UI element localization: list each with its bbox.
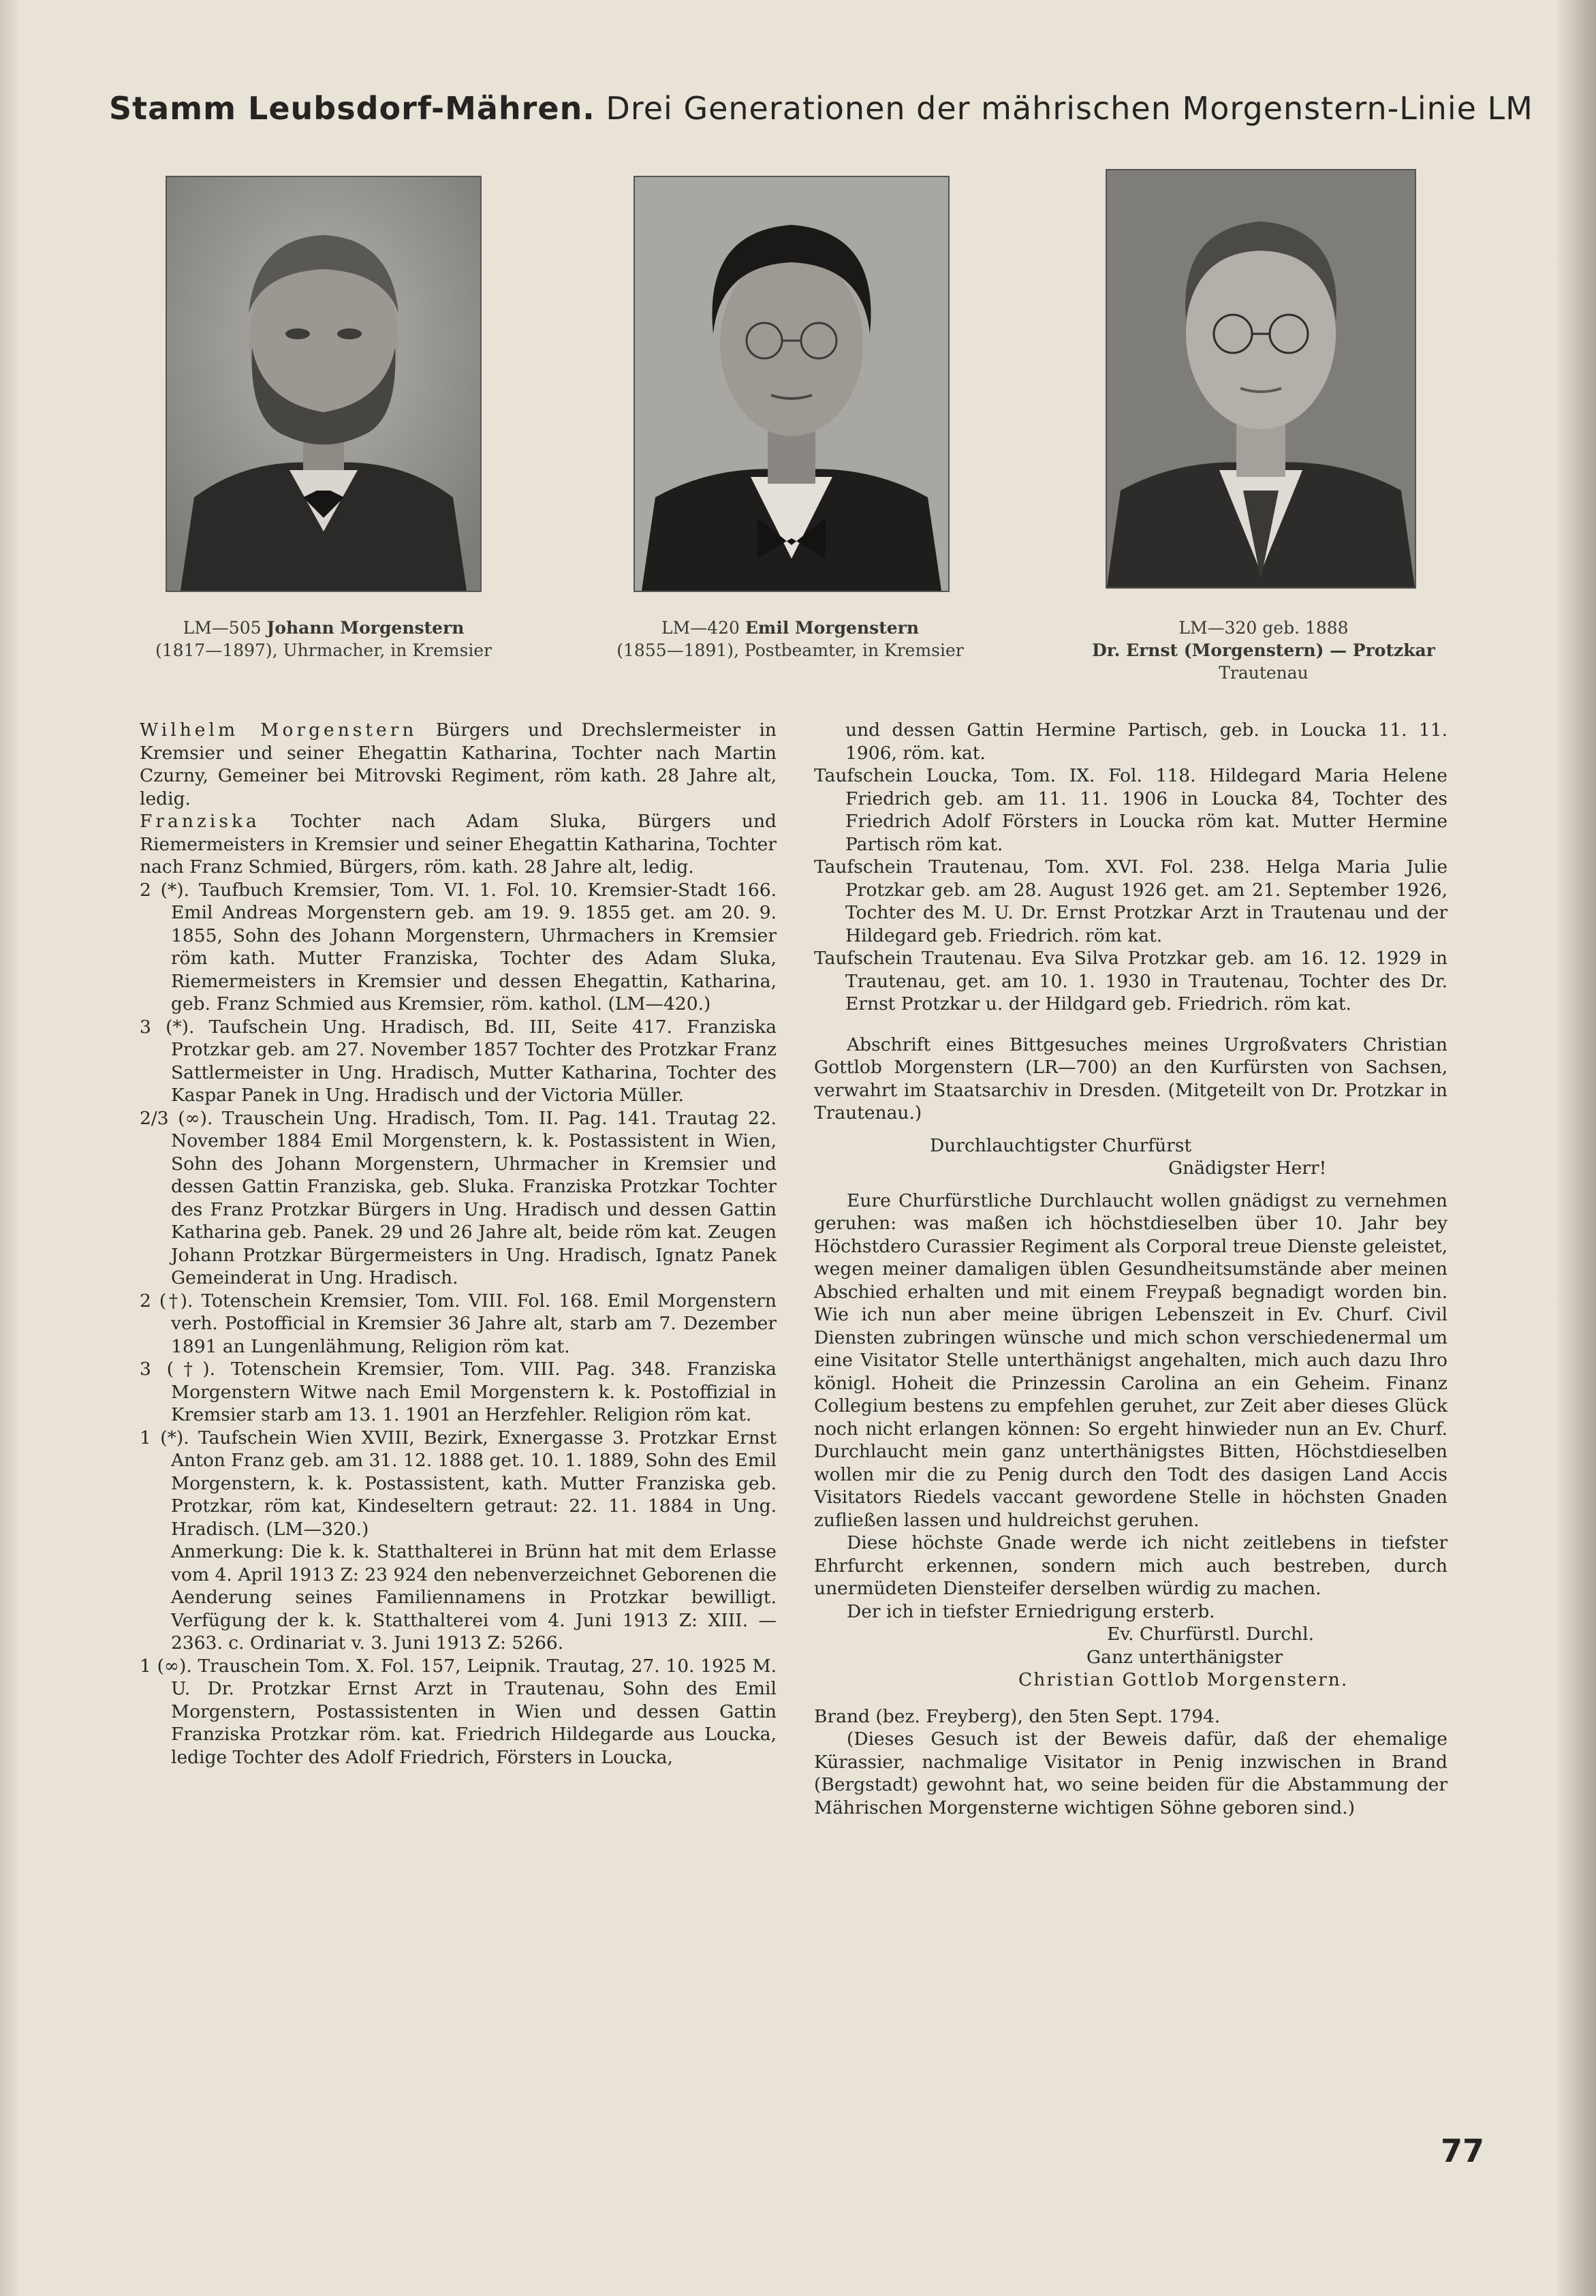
caption-name: Johann Morgenstern [266, 618, 465, 638]
caption-id: LM—320 geb. 1888 [1178, 618, 1349, 638]
entry-taufschein-helga: Taufschein Trautenau, Tom. XVI. Fol. 238. Helga Maria Julie Protzkar geb. am 28. August 1926 get. am 21. September 1926, Tochter des M. U. Dr. Ernst Protzkar Arzt in Trautenau und der Hildegard geb. Friedrich. röm kat. [814, 856, 1448, 946]
caption-ernst [1063, 617, 1465, 684]
entry-name: Franziska [140, 811, 260, 832]
letter-salutation-1: Durchlauchtigster Churfürst [930, 1134, 1192, 1156]
portrait-photo-johann [166, 176, 482, 592]
caption-detail: (1855—1891), Postbeamter, in Kremsier [616, 640, 964, 660]
entry-taufschein-wien: 1 (*). Taufschein Wien XVIII, Bezirk, Exnergasse 3. Protzkar Ernst Anton Franz geb. am 31. 12. 1888 get. 10. 1. 1889, Sohn des Emil Morgenstern, k. k. Postassistent, kath. Mutter Franziska geb. Protzkar, röm kat, Kindeseltern getraut: 22. 11. 1884 in Ung. Hradisch. (LM—320.) [140, 1427, 777, 1540]
letter-place-date: Brand (bez. Freyberg), den 5ten Sept. 1794. [814, 1705, 1221, 1727]
caption-emil [565, 617, 1015, 662]
entry-totenschein-franziska: 3 (†). Totenschein Kremsier, Tom. VIII. Pag. 348. Franziska Morgenstern Witwe nach Emil Morgenstern k. k. Postoffizial in Kremsier starb am 13. 1. 1901 an Herzfehler. Religion röm kat. [140, 1359, 777, 1425]
entry-anmerkung: Anmerkung: Die k. k. Statthalterei in Brünn hat mit dem Erlasse vom 4. April 1913 Z: 23 924 den nebenverzeichnet Geborenen die Aenderung seines Familiennamens in Protzkar bewilligt. Verfügung der k. k. Statthalterei vom 4. Juni 1913 Z: XIII. — 2363. c. Ordinariat v. 3. Juni 1913 Z: 5266. [171, 1541, 777, 1654]
caption-name: Emil Morgenstern [745, 618, 920, 638]
entry-text: Tochter nach Adam Sluka, Bürgers und Riemermeisters in Kremsier und seiner Ehegattin Katharina, Tochter nach Franz Schmied, Bürgers, röm. kath. 28 Jahre alt, ledig. [140, 811, 777, 878]
caption-detail: Trautenau [1219, 663, 1309, 683]
entry-wilhelm [140, 719, 777, 810]
caption-detail: (1817—1897), Uhrmacher, in Kremsier [155, 640, 492, 660]
letter-signature-3: Christian Gottlob Morgenstern. [1018, 1669, 1349, 1690]
caption-name: Dr. Ernst (Morgenstern) — Protzkar [1092, 640, 1435, 660]
entry-totenschein-emil: 2 (†). Totenschein Kremsier, Tom. VIII. Fol. 168. Emil Morgenstern verh. Postofficial in Kremsier 36 Jahre alt, starb am 7. Dezember 1891 an Lungenlähmung, Religion röm kat. [140, 1290, 777, 1357]
caption-id: LM—505 [183, 618, 262, 638]
entry-franziska [140, 810, 777, 879]
letter-body-2: Diese höchste Gnade werde ich nicht zeitlebens in tiefster Ehrfurcht erkennen, sondern mich auch bestreben, durch unermüdeten Diensteifer derselben würdig zu machen. [814, 1532, 1448, 1599]
portrait-photo-ernst [1106, 169, 1416, 589]
page-edge-shadow-right [1555, 0, 1596, 2296]
entry-taufschein-eva: Taufschein Trautenau. Eva Silva Protzkar geb. am 16. 12. 1929 in Trautenau, get. am 10. 1. 1930 in Trautenau, Tochter des Dr. Ernst Protzkar u. der Hildgard geb. Friedrich. röm kat. [814, 948, 1448, 1014]
entry-text: Bürgers und Drechslermeister in Kremsier und seiner Ehegattin Katharina, Tochter nach Martin Czurny, Gemeiner bei Mitrovski Regiment, röm kath. 28 Jahre alt, ledig. [140, 719, 777, 809]
letter-salutation-2: Gnädigster Herr! [1168, 1158, 1327, 1179]
caption-johann [109, 617, 538, 662]
left-text-column [140, 719, 777, 1769]
entry-trauschein-leipnik: 1 (∞). Trauschein Tom. X. Fol. 157, Leipnik. Trautag, 27. 10. 1925 M. U. Dr. Protzkar Ernst Arzt in Trautenau, Sohn des Emil Morgenstern, Postassistenten in Wien und dessen Gattin Franziska Protzkar röm. kat. Friedrich Hildegarde aus Loucka, ledige Tochter des Adolf Friedrich, Försters in Loucka, [140, 1655, 777, 1768]
letter-signature-1: Ev. Churfürstl. Durchl. [1107, 1624, 1314, 1645]
entry-taufschein-hradisch: 3 (*). Taufschein Ung. Hradisch, Bd. III, Seite 417. Franziska Protzkar geb. am 27. November 1857 Tochter des Protzkar Franz Sattlermeister in Ung. Hradisch, Mutter Katharina, Tochter des Kaspar Panek in Ung. Hradisch und der Victoria Müller. [140, 1016, 777, 1106]
letter-body: Eure Churfürstliche Durchlaucht wollen gnädigst zu vernehmen geruhen: was maßen ich höchstdieselben über 10. Jahr bey Höchstdero Curassier Regiment als Corporal treue Dienste geleistet, wegen meiner damaligen üblen Gesundheitsumstände aber meinen Abschied erhalten und mit einem Freypaß begnadigt worden bin. Wie ich nun aber meine übrigen Lebenszeit in Ev. Churf. Civil Diensten zubringen wünsche und mich schon verschiedenermal um eine Visitator Stelle unterthänigst angehalten, mich auch dazu Ihro königl. Hoheit die Prinzessin Carolina an ein Geheim. Finanz Collegium bestens zu empfehlen geruhet, zur Zeit aber dieses Glück noch nicht erlangen können: So ergeht hinwieder nun an Ev. Churf. Durchlaucht mein ganz unterthänigstes Bitten, Höchstdieselben wollen mir die zu Penig durch den Todt des dasigen Land Accis Visitators Riedels vaccant gewordene Stelle in höchsten Gnaden zufließen lassen und huldreichst geruhen. [814, 1190, 1448, 1531]
page-title [109, 90, 1533, 127]
letter-note: (Dieses Gesuch ist der Beweis dafür, daß der ehemalige Kürassier, nachmalige Visitator in Penig inzwischen in Brand (Bergstadt) gewohnt hat, wo seine beiden für die Abstammung der Mährischen Morgensterne wichtigen Söhne geboren sind.) [814, 1728, 1448, 1818]
portrait-photo-emil [633, 176, 950, 592]
letter-signature-2: Ganz unterthänigster [1086, 1646, 1283, 1668]
entry-continued: und dessen Gattin Hermine Partisch, geb. in Loucka 11. 11. 1906, röm. kat. [845, 719, 1448, 764]
letter-intro: Abschrift eines Bittgesuches meines Urgroßvaters Christian Gottlob Morgenstern (LR—700) an den Kurfürsten von Sachsen, verwahrt im Staatsarchiv in Dresden. (Mitgeteilt von Dr. Protzkar in Trautenau.) [814, 1034, 1448, 1123]
page-edge-shadow-left [0, 0, 20, 2296]
title-stamm: Stamm Leubsdorf-Mähren. [109, 90, 595, 127]
letter-body-3: Der ich in tiefster Erniedrigung ersterb. [847, 1600, 1215, 1622]
page-number: 77 [1441, 2132, 1485, 2169]
entry-taufschein-loucka: Taufschein Loucka, Tom. IX. Fol. 118. Hildegard Maria Helene Friedrich geb. am 11. 11. 1906 in Loucka 84, Tochter des Friedrich Adolf Försters in Loucka röm kat. Mutter Hermine Partisch röm kat. [814, 765, 1448, 855]
entry-trauschein-hradisch: 2/3 (∞). Trauschein Ung. Hradisch, Tom. II. Pag. 141. Trautag 22. November 1884 Emil Morgenstern, k. k. Postassistent in Wien, Sohn des Johann Morgenstern, Uhrmacher in Kremsier und dessen Gattin Franziska, geb. Sluka. Franziska Protzkar Tochter des Franz Protzkar Bürgers in Ung. Hradisch und dessen Gattin Katharina geb. Panek. 29 und 26 Jahre alt, beide röm kat. Zeugen Johann Protzkar Bürgermeisters in Ung. Hradisch, Ignatz Panek Gemeinderat in Ung. Hradisch. [140, 1107, 777, 1288]
entry-name: Wilhelm Morgenstern [140, 719, 418, 741]
title-subtitle: Drei Generationen der mährischen Morgenstern-Linie LM [606, 90, 1533, 127]
right-text-column [814, 719, 1448, 1819]
caption-id: LM—420 [661, 618, 740, 638]
entry-taufbuch-kremsier: 2 (*). Taufbuch Kremsier, Tom. VI. 1. Fol. 10. Kremsier-Stadt 166. Emil Andreas Morgenstern geb. am 19. 9. 1855 get. am 20. 9. 1855, Sohn des Johann Morgenstern, Uhrmachers in Kremsier röm kath. Mutter Franziska, Tochter des Adam Sluka, Riemermeisters in Kremsier und dessen Ehegattin, Katharina, geb. Franz Schmied aus Kremsier, röm. kathol. (LM—420.) [140, 879, 777, 1014]
